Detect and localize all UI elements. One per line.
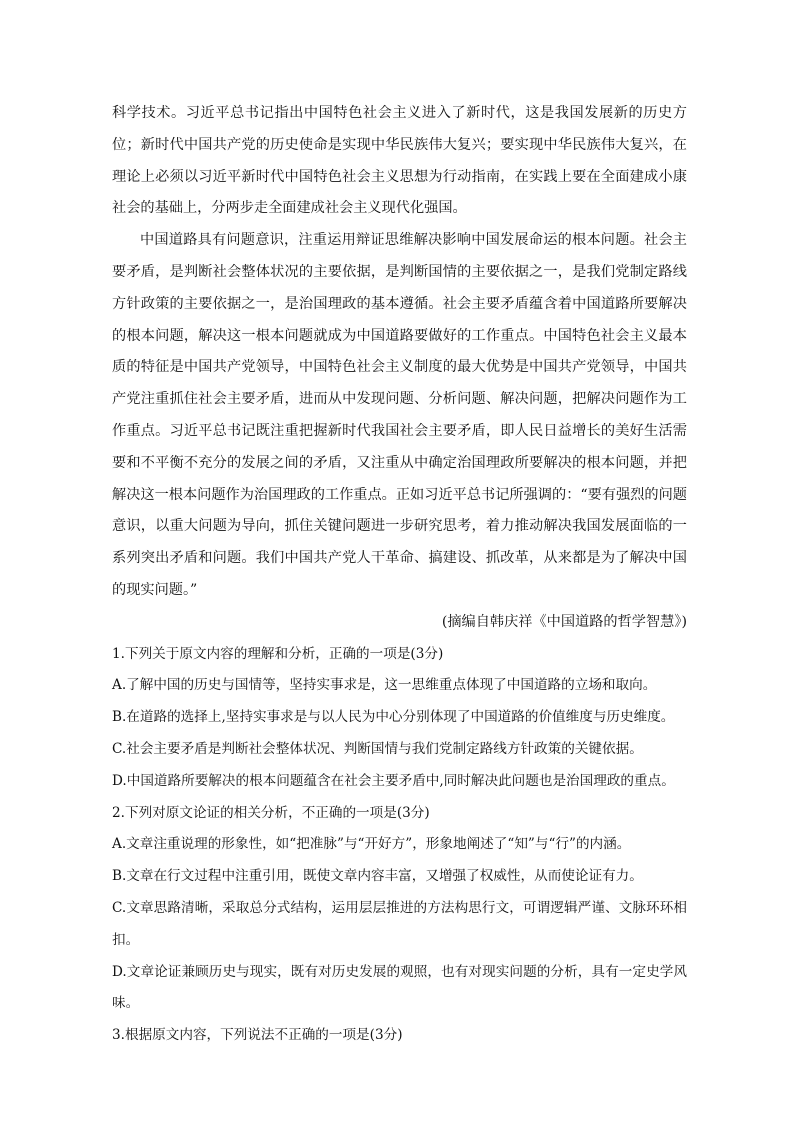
document-page — [112, 98, 687, 1052]
passage-paragraph-2: 中国道路具有问题意识，注重运用辩证思维解决影响中国发展命运的根本问题。社会主要矛盾，是判断社会整体状况的主要依据，是判断国情的主要依据之一，是我们党制定路线方针政策的主要依据之一，是治国理政的基本遵循。社会主要矛盾蕴含着中国道路所要解决的根本问题，解决这一根本问题就成为中国道路要做好的工作重点。中国特色社会主义最本质的特征是中国共产党领导，中国特色社会主义制度的最大优势是中国共产党领导，中国共产党注重抓住社会主要矛盾，进而从中发现问题、分析问题、解决问题，把解决问题作为工作重点。习近平总书记既注重把握新时代我国社会主要矛盾，即人民日益增长的美好生活需要和不平衡不充分的发展之间的矛盾，又注重从中确定治国理政所要解决的根本问题，并把解决这一根本问题作为治国理政的工作重点。正如习近平总书记所强调的：“要有强烈的问题意识，以重大问题为导向，抓住关键问题进一步研究思考，着力推动解决我国发展面临的一系列突出矛盾和问题。我们中国共产党人干革命、搞建设、抓改革，从来都是为了解决中国的现实问题。” — [112, 232, 687, 598]
option-d: D.中国道路所要解决的根本问题蕴含在社会主要矛盾中,同时解决此问题也是治国理政的重点。 — [112, 772, 675, 789]
option-a: A.文章注重说理的形象性，如“把准脉”与“开好方”，形象地阐述了“知”与“行”的内涵。 — [112, 836, 631, 853]
option-c: C.社会主要矛盾是判断社会整体状况、判断国情与我们党制定路线方针政策的关键依据。 — [112, 740, 643, 757]
option-a: A.了解中国的历史与国情等，坚持实事求是，这一思维重点体现了中国道路的立场和取向。 — [112, 677, 657, 694]
passage-source: (摘编自韩庆祥《中国道路的哲学智慧》) — [441, 613, 687, 630]
question-1 — [112, 639, 687, 798]
option-b: B.文章在行文过程中注重引用，既使文章内容丰富，又增强了权威性，从而使论证有力。 — [112, 868, 643, 885]
option-c: C.文章思路清晰，采取总分式结构，运用层层推进的方法构思行文，可谓逻辑严谨、文脉环环相扣。 — [112, 899, 687, 948]
question-stem: 1.下列关于原文内容的理解和分析，正确的一项是(3分) — [112, 645, 444, 662]
option-d: D.文章论证兼顾历史与现实，既有对历史发展的观照，也有对现实问题的分析，具有一定史学风味。 — [112, 963, 687, 1012]
passage-paragraph-1: 科学技术。习近平总书记指出中国特色社会主义进入了新时代，这是我国发展新的历史方位；新时代中国共产党的历史使命是实现中华民族伟大复兴；要实现中华民族伟大复兴，在理论上必须以习近平新时代中国特色社会主义思想为行动指南，在实践上要在全面建成小康社会的基础上，分两步走全面建成社会主义现代化强国。 — [112, 105, 687, 217]
question-stem: 2.下列对原文论证的相关分析，不正确的一项是(3分) — [112, 804, 430, 821]
question-3 — [112, 1020, 687, 1052]
question-2 — [112, 798, 687, 1021]
option-b: B.在道路的选择上,坚持实事求是与以人民为中心分别体现了中国道路的价值维度与历史维度。 — [112, 709, 675, 726]
question-stem: 3.根据原文内容，下列说法不正确的一项是(3分) — [112, 1027, 403, 1044]
